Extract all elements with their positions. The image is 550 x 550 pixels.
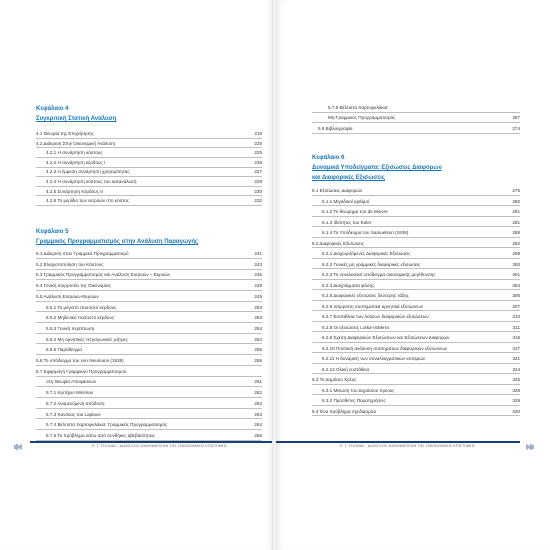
chapter-4-title: Συγκριτική Στατική Ανάλυση [36, 116, 117, 122]
toc-entry-text: 5.5.5 Παράδειγμα [46, 347, 82, 353]
toc-entry-rule [36, 376, 262, 377]
toc-entry-page: 226 [254, 159, 262, 165]
toc-entry-page: 292 [512, 240, 520, 246]
toc-entry-page: 227 [254, 169, 262, 175]
toc-entry-text: 4.2.2 Η συνάρτηση κέρδους Ι [46, 159, 106, 165]
toc-entry-text: 5.7.5 Το πρόβλημα κάτω από συνθήκες αβεβαιότητας [46, 432, 155, 438]
toc-entry-rule [312, 331, 520, 332]
toc-entry-page: 261 [254, 379, 262, 385]
toc-entry-rule [36, 354, 262, 355]
toc-entry-text: 6.1.4 Το Υπόδειγμα του Samuelson (1939) [322, 230, 409, 235]
toc-entry-page: 288 [512, 230, 520, 235]
sound-wave-icon [14, 437, 24, 443]
toc-entry-text: 6.2.3 Το νεοκλασικό υπόδειγμα οικονομικής μεγέθυνσης [322, 272, 436, 277]
toc-entry-text: 5.1 Διάκριση στον Γραμμικό Προγραμματισμό [36, 251, 129, 256]
toc-entry-page: 264 [254, 422, 262, 428]
toc-entry-rule [36, 269, 262, 270]
toc-entry-rule [312, 373, 520, 374]
toc-entry-page: 316 [512, 335, 520, 340]
toc-entry-page: 274 [512, 125, 520, 131]
toc-entry-text: 6.3.1 Μείωση του Δημόσιου Χρέους [322, 387, 395, 393]
left-page [0, 0, 274, 550]
toc-entry-page: 253 [254, 315, 262, 321]
toc-entry-page: 280 [512, 198, 520, 204]
toc-entry-page: 328 [512, 387, 520, 393]
toc-entry-page: 254 [254, 336, 262, 342]
toc-entry-text: 6.1.1 Μιγαδικοί αριθμοί [322, 198, 370, 204]
toc-entry-rule [312, 300, 520, 301]
toc-entry-text: 5.4 Γενική Ισορροπία της Οικονομίας [36, 283, 111, 289]
toc-entry-rule [312, 342, 520, 343]
toc-entry-page: 305 [512, 293, 520, 298]
toc-entry-text: 5.5.3 Γενική περίπτωση [46, 325, 95, 331]
toc-entry-rule [36, 311, 262, 312]
toc-entry-text: 5.7.4 Βέλτιστα Χαρτοφυλάκια: Γραμμικός Προγραμματισμός [46, 422, 168, 428]
toc-entry-page: 241 [254, 251, 262, 256]
toc-entry-rule [36, 157, 262, 158]
toc-entry-page: 225 [254, 140, 262, 146]
toc-entry-rule [312, 352, 520, 353]
toc-entry-page: 321 [512, 356, 520, 361]
toc-entry-page: 301 [512, 272, 520, 277]
toc-entry-rule [312, 268, 520, 269]
toc-entry-rule [36, 301, 262, 302]
toc-entry-text: 6.4 Ένα πρόβλημα σχεδιασμού [312, 408, 376, 414]
toc-entry-text: 6.2.6 Ισόρροπη συστηματικά αρνητικά εξισώσεων [322, 303, 424, 309]
toc-entry-rule [36, 386, 262, 387]
footer-text-right: Ε. Γ. ΤΣΙΟΝΑΣ - ΔΙΑΛΕΞΕΙΣ ΜΑΘΗΜΑΤΙΚΩΝ ΤΗΣ ΟΙΚΟΝΟΜΙΚΗΣ ΕΠΙΣΤΗΜΗΣ [340, 444, 476, 448]
toc-entry-rule [312, 384, 520, 385]
toc-entry-rule [36, 343, 262, 344]
toc-entry-page: 300 [512, 261, 520, 267]
toc-entry-text: 5.7.2 Αναμενόμενη απόδοση [46, 400, 105, 406]
toc-entry-page: 329 [512, 398, 520, 403]
toc-entry-rule [36, 429, 262, 430]
toc-entry-text: 5.5 Ανάλυση Εισροών-Εκροών [36, 293, 99, 299]
toc-entry-text: 5.5.1 Το μέγιστο ποσοστό κέρδους [46, 304, 117, 310]
toc-entry-text: 5.7.6 Βέλτιστα Χαρτοφυλάκια: [328, 105, 389, 110]
toc-entry-text: 6.2.1 Διαχωριζόμενες Διαφορικές Εξισώσεις [322, 251, 411, 256]
toc-entry-page: 225 [254, 150, 262, 156]
toc-entry-rule [36, 333, 262, 334]
toc-entry-text: 5.7.1 Κριτήριο Minimax [46, 390, 94, 396]
toc-entry-page: 248 [254, 283, 262, 289]
toc-entry-rule [312, 205, 520, 206]
toc-entry-rule [312, 112, 520, 113]
toc-entry-page: 243 [254, 261, 262, 267]
toc-entry-rule [36, 186, 262, 187]
toc-entry-page: 307 [512, 303, 520, 309]
toc-entry-page: 281 [512, 219, 520, 225]
toc-entry-text: 6.2.7 Ευστάθεια των λύσεων διαφορικών εξισώσεων [322, 314, 429, 319]
toc-entry-text: 4.2 Διάκριση Στην Οικονομική Ανάλυση [36, 140, 116, 146]
toc-entry-rule [312, 237, 520, 238]
toc-entry-text: 4.2.5 Συνάρτηση Κέρδους ΙΙ [46, 188, 103, 194]
toc-entry-text: 6.1 Εξισώσεις Διαφορών [312, 188, 363, 193]
toc-entry-text: 6.2.11 Η δυναμική των συναλλαγματικών ισοτιμιών [322, 356, 426, 361]
toc-entry-rule [312, 415, 520, 416]
toc-entry-page: 262 [254, 400, 262, 406]
toc-entry-rule [312, 226, 520, 227]
toc-entry-text: 5.6 Το υπόδειγμα του von Neumann (1936) [36, 358, 124, 363]
toc-entry-text: 5.7 Εφαρμογή Γραμμικού Προγραμματισμού [36, 368, 127, 374]
toc-entry-rule [312, 122, 520, 123]
toc-entry-page: 266 [254, 432, 262, 438]
toc-entry-page: 310 [512, 314, 520, 319]
toc-entry-rule [312, 321, 520, 322]
chapter-6-title-line-1: Δυναμικά Υποδείγματα: Εξισώσεις Διαφορών [312, 165, 442, 171]
toc-entry-page: 304 [512, 282, 520, 288]
toc-entry-rule [312, 310, 520, 311]
toc-entry-text: 6.2.12 Ολική ευστάθεια [322, 366, 370, 372]
toc-entry-text: 6.1.3 Ιδιότητες του Euler [322, 219, 372, 225]
toc-entry-page: 256 [254, 358, 262, 363]
right-toc [276, 0, 550, 550]
toc-entry-rule [36, 167, 262, 168]
toc-entry-text: 4.2.4 Η συνάρτηση κόστους του καταναλωτή [46, 179, 137, 184]
toc-entry-rule [312, 216, 520, 217]
toc-entry-page: 253 [254, 304, 262, 310]
left-toc [0, 0, 274, 550]
toc-entry-text: 6.2.8 Οι εξισώσεις Lotka-Volterra [322, 324, 389, 330]
toc-entry-rule [36, 147, 262, 148]
toc-entry-rule [312, 195, 520, 196]
toc-entry-text: 5.5.2 Μηδενικό ποσοστό κέρδους [46, 315, 115, 321]
toc-entry-page: 299 [512, 251, 520, 256]
toc-entry-text: 6.3 Το Δημόσιο Χρέος [312, 377, 357, 382]
toc-entry-text: 6.2.5 Διαφορικές εξισώσεις δεύτερης τάξης [322, 293, 409, 298]
toc-entry-page: 325 [512, 377, 520, 382]
toc-entry-rule [312, 394, 520, 395]
toc-entry-text: 6.2.4 Διαγράμματα φάσης [322, 282, 375, 288]
toc-entry-text: 6.3.2 Πρόσθετες Παρατηρήσεις [322, 398, 386, 403]
toc-entry-text: 6.2 Διαφορικές Εξισώσεις [312, 240, 364, 246]
toc-entry-rule [312, 405, 520, 406]
toc-entry-page: 228 [254, 179, 262, 184]
toc-entry-rule [36, 258, 262, 259]
toc-entry-rule [36, 279, 262, 280]
toc-entry-text: 5.5.4 Μη αρνητικές τετραγωνικές μήτρες [46, 336, 128, 342]
toc-entry-page: 267 [512, 115, 520, 121]
toc-entry-rule [36, 408, 262, 409]
right-page [276, 0, 550, 550]
footer-bar-right [276, 441, 520, 443]
toc-entry-page: 254 [254, 325, 262, 331]
toc-entry-rule [312, 258, 520, 259]
toc-entry-page: 281 [512, 209, 520, 214]
toc-entry-page: 262 [254, 390, 262, 396]
toc-entry-rule [36, 176, 262, 177]
toc-entry-page: 255 [254, 347, 262, 353]
toc-entry-page: 232 [254, 198, 262, 204]
toc-entry-rule [36, 365, 262, 366]
toc-entry-page: 249 [254, 293, 262, 299]
sound-wave-icon [526, 437, 536, 443]
toc-entry-page: 311 [512, 324, 520, 330]
toc-entry-page: 324 [512, 366, 520, 372]
toc-entry-page: 219 [254, 131, 262, 136]
toc-entry-text: 6.2.10 Ποιοτική ανάλυση συστημάτων διαφορικών εξισώσεων [322, 345, 448, 351]
toc-entry-text: 6.2.9 Σχέση Διαφορικών Εξισώσεων και Εξισώσεων Διαφορών [322, 335, 450, 340]
toc-entry-rule [36, 195, 262, 196]
toc-entry-rule [312, 133, 520, 134]
toc-entry-page: 317 [512, 345, 520, 351]
toc-entry-text: 4.1 Θεωρία της Επιχείρησης [36, 131, 94, 136]
toc-entry-page: 230 [254, 188, 262, 194]
toc-entry-rule [312, 247, 520, 248]
toc-entry-text: Μη-Γραμμικός Προγραμματισμός [328, 115, 396, 121]
toc-entry-page: 245 [254, 272, 262, 278]
toc-entry-rule [36, 205, 262, 206]
footer-text-left: Ε. Γ. ΤΣΙΟΝΑΣ - ΔΙΑΛΕΞΕΙΣ ΜΑΘΗΜΑΤΙΚΩΝ ΤΗΣ ΟΙΚΟΝΟΜΙΚΗΣ ΕΠΙΣΤΗΜΗΣ [92, 444, 228, 448]
chapter-5-label: Κεφάλαιο 5 [36, 229, 69, 235]
toc-entry-text: 5.3 Γραμμικός Προγραμματισμός και Ανάλυση Εισροών – Εκροών [36, 272, 171, 278]
toc-entry-rule [36, 138, 262, 139]
toc-entry-rule [312, 279, 520, 280]
toc-entry-rule [36, 418, 262, 419]
toc-entry-rule [36, 397, 262, 398]
toc-entry-text: 5.7.3 Κανόνας του Laplace [46, 411, 101, 417]
toc-entry-rule [36, 290, 262, 291]
toc-entry-rule [312, 363, 520, 364]
toc-entry-page: 263 [254, 411, 262, 417]
toc-entry-text: 4.2.6 Το μερίδιο των εισροών στο κόστος [46, 198, 129, 204]
toc-entry-rule [36, 322, 262, 323]
toc-entry-text: 4.2.1 Η συνάρτηση κόστους [46, 150, 103, 156]
toc-entry-rule [312, 289, 520, 290]
toc-entry-text: 5.2 Ελαχιστοποίηση του Κόστους [36, 261, 104, 267]
toc-entry-page: 330 [512, 408, 520, 414]
chapter-6-title-line-2: και Διαφορικές Εξισώσεις [312, 175, 386, 181]
footer-bar-left [30, 441, 274, 443]
toc-entry-text: 6.2.2 Γενικές μη γραμμικές διαφορικές εξισώσεις [322, 261, 421, 267]
chapter-5-title: Γραμμικός Προγραμματισμός στην Ανάλυση Παραγωγής [36, 239, 199, 245]
toc-entry-text: 6.1.2 Το θεώρημα του de Moivre [322, 209, 388, 214]
chapter-4-label: Κεφάλαιο 4 [36, 106, 69, 112]
chapter-6-label: Κεφάλαιο 6 [312, 155, 345, 161]
toc-entry-text: στη Θεωρία Αποφάσεων [46, 379, 97, 385]
toc-entry-text: 5.8 Βιβλιογραφία [318, 125, 353, 131]
toc-entry-text: 4.2.3 Η έμμεση συνάρτηση χρησιμότητας [46, 169, 130, 175]
toc-entry-page: 275 [512, 188, 520, 193]
